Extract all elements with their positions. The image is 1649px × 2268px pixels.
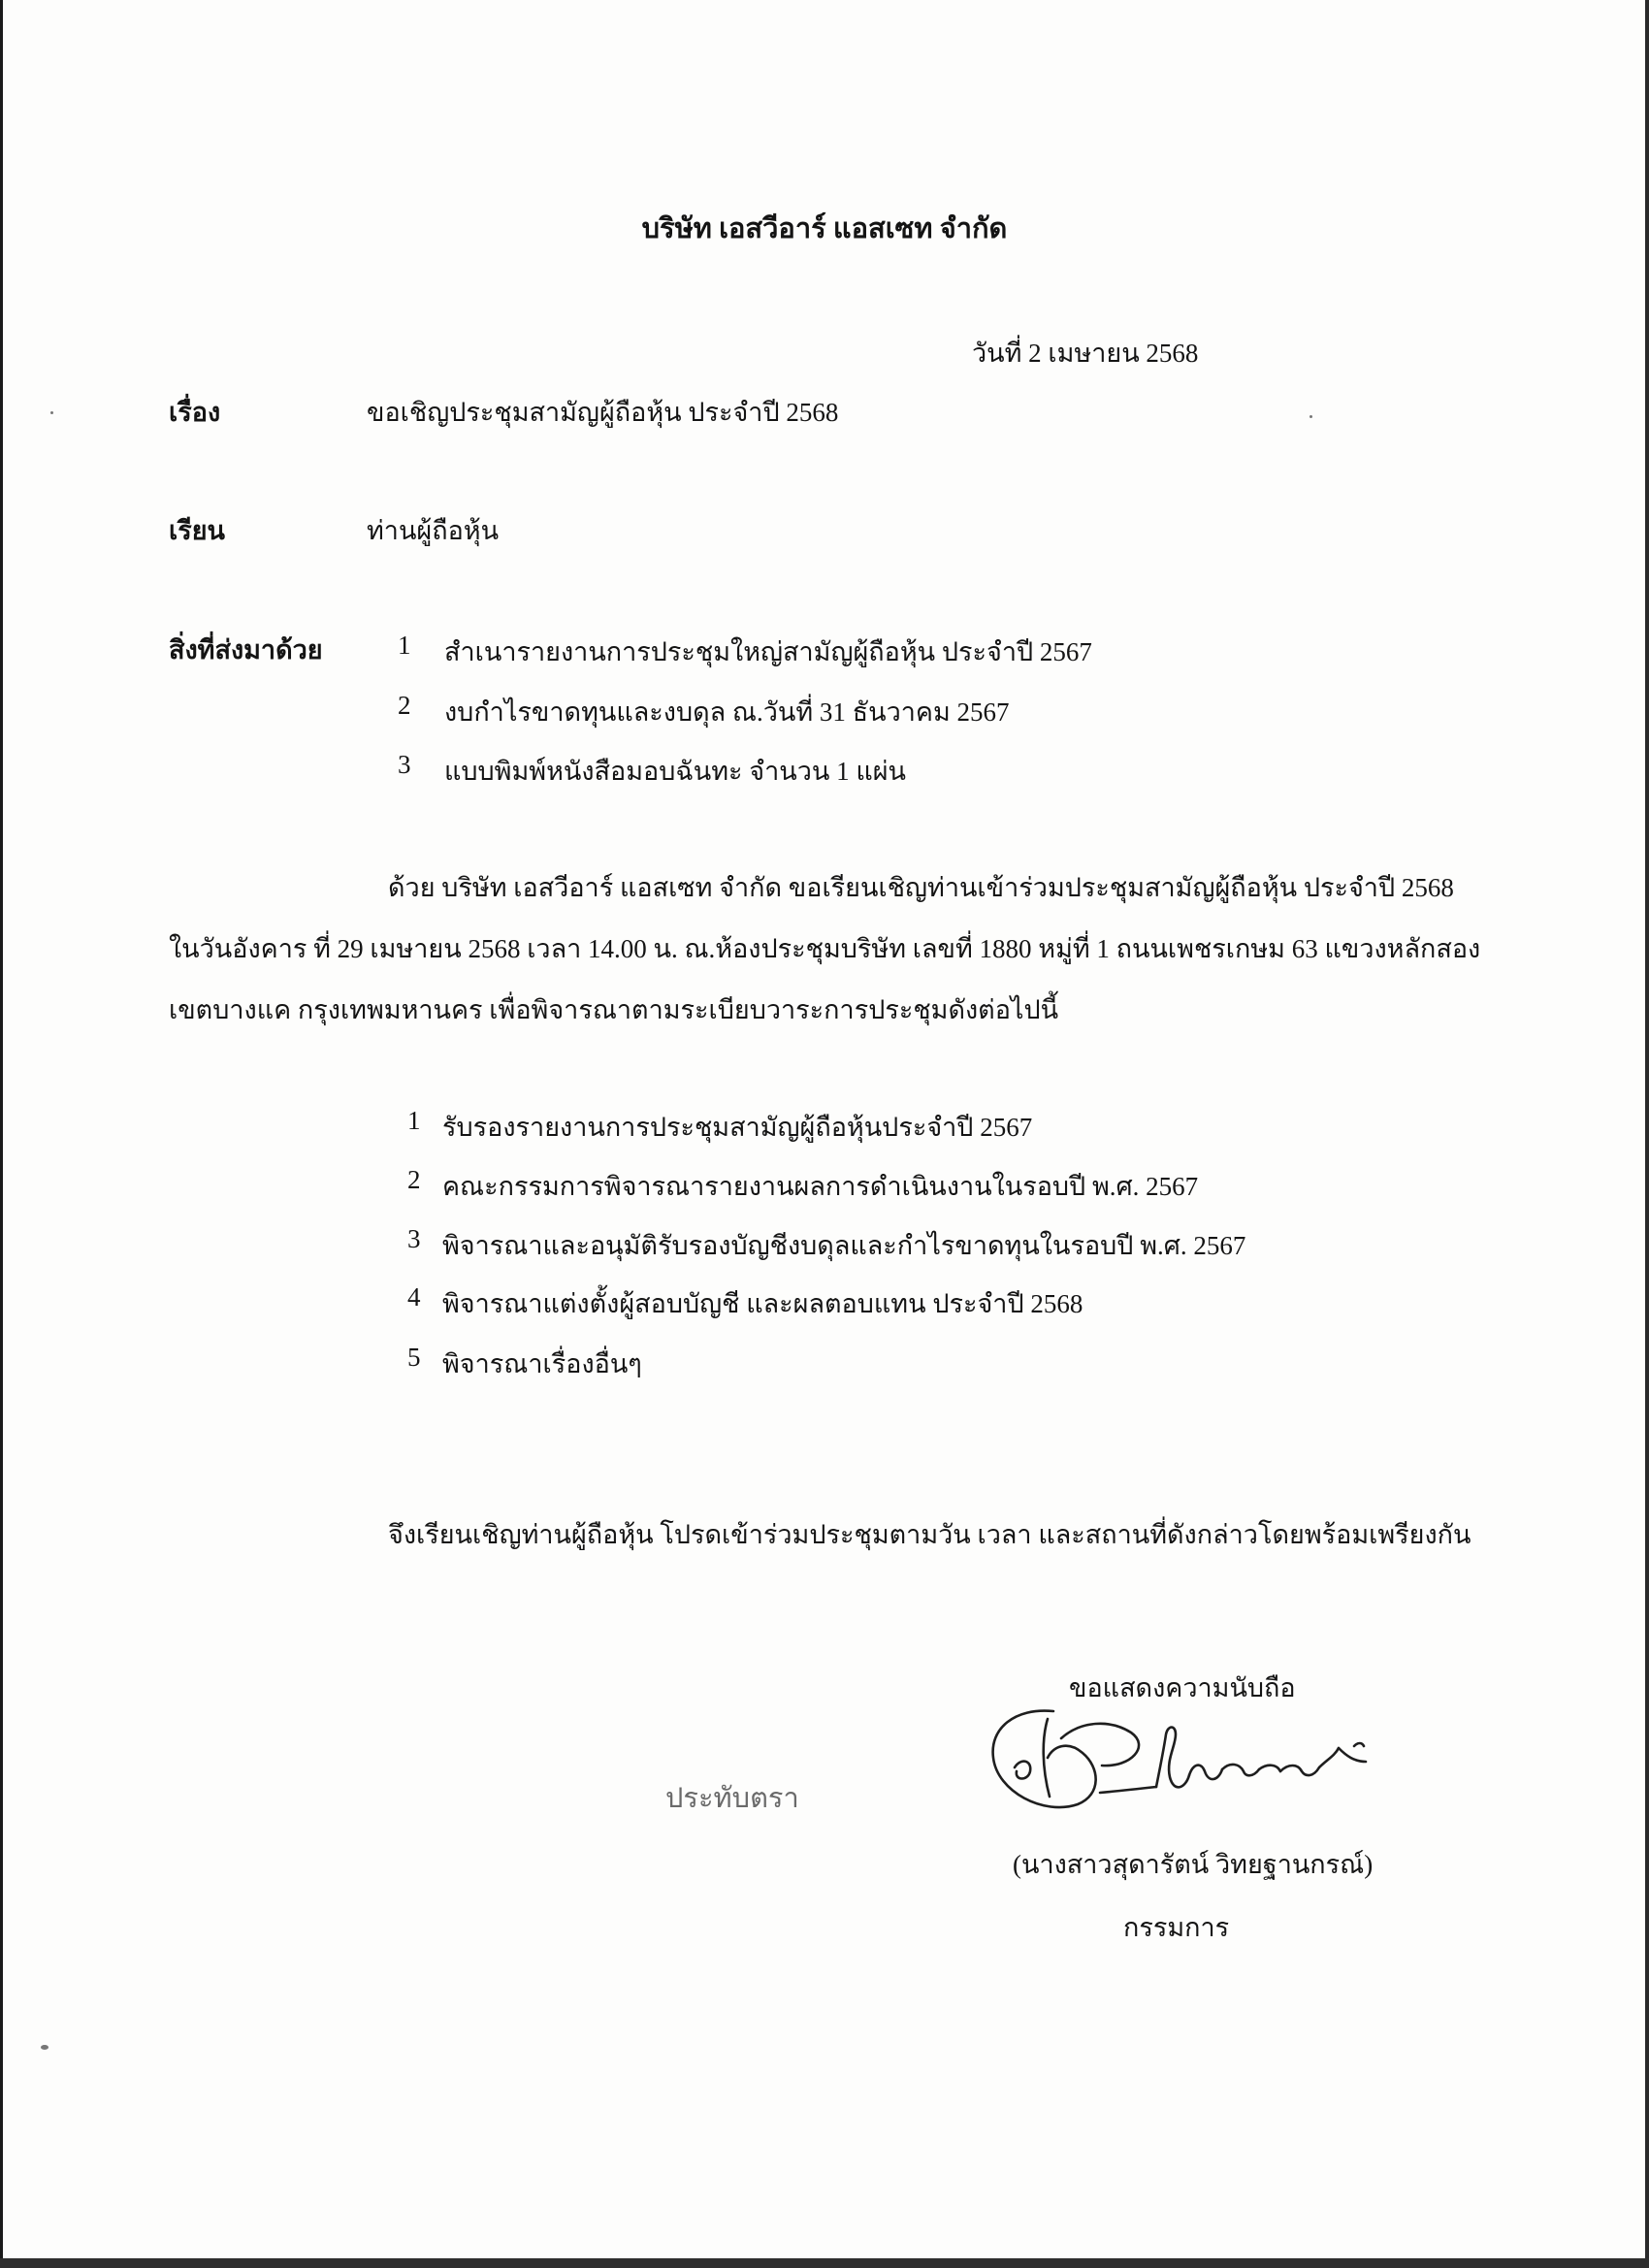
- handwritten-signature: [986, 1700, 1403, 1826]
- scan-edge-bottom: [0, 2258, 1649, 2268]
- body-paragraph-line: ในวันอังคาร ที่ 29 เมษายน 2568 เวลา 14.00 น. ณ.ห้องประชุมบริษัท เลขที่ 1880 หมู่ที่ 1 ถนนเพชรเกษม 63 แขวงหลักสอง: [169, 934, 1481, 963]
- scan-edge-left: [0, 0, 3, 2268]
- company-name: บริษัท เอสวีอาร์ แอสเซท จำกัด: [641, 213, 1008, 244]
- scan-speck: [41, 2045, 48, 2050]
- recipient-label: เรียน: [169, 516, 226, 545]
- enclosure-item: แบบพิมพ์หนังสือมอบฉันทะ จำนวน 1 แผ่น: [444, 757, 906, 786]
- body-paragraph-line: ด้วย บริษัท เอสวีอาร์ แอสเซท จำกัด ขอเรียนเชิญท่านเข้าร่วมประชุมสามัญผู้ถือหุ้น ประจำปี 2568: [388, 873, 1454, 902]
- company-seal-placeholder: ประทับตรา: [665, 1783, 799, 1814]
- agenda-number: 2: [407, 1165, 421, 1194]
- body-paragraph-line: เขตบางแค กรุงเทพมหานคร เพื่อพิจารณาตามระเบียบวาระการประชุมดังต่อไปนี้: [169, 995, 1059, 1024]
- signer-title: กรรมการ: [1123, 1913, 1230, 1942]
- agenda-item: พิจารณาแต่งตั้งผู้สอบบัญชี และผลตอบแทน ประจำปี 2568: [442, 1289, 1083, 1318]
- agenda-number: 4: [407, 1282, 421, 1312]
- signer-name: (นางสาวสุดารัตน์ วิทยฐานกรณ์): [1013, 1850, 1374, 1879]
- agenda-number: 3: [407, 1224, 421, 1253]
- subject-text: ขอเชิญประชุมสามัญผู้ถือหุ้น ประจำปี 2568: [367, 398, 839, 427]
- agenda-item: พิจารณาและอนุมัติรับรองบัญชีงบดุลและกำไรขาดทุนในรอบปี พ.ศ. 2567: [442, 1231, 1246, 1260]
- enclosure-number: 1: [398, 631, 411, 660]
- enclosures-label: สิ่งที่ส่งมาด้วย: [169, 635, 323, 664]
- closing-invitation: จึงเรียนเชิญท่านผู้ถือหุ้น โปรดเข้าร่วมประชุมตามวัน เวลา และสถานที่ดังกล่าวโดยพร้อมเพรียงกัน: [388, 1520, 1471, 1549]
- scan-speck: [1310, 415, 1312, 418]
- enclosure-item: งบกำไรขาดทุนและงบดุล ณ.วันที่ 31 ธันวาคม 2567: [444, 697, 1010, 727]
- regards-line: ขอแสดงความนับถือ: [1069, 1673, 1296, 1702]
- agenda-item: พิจารณาเรื่องอื่นๆ: [442, 1349, 642, 1378]
- recipient-text: ท่านผู้ถือหุ้น: [367, 516, 500, 545]
- enclosure-number: 3: [398, 750, 411, 779]
- letter-date: วันที่ 2 เมษายน 2568: [972, 339, 1199, 368]
- enclosure-item: สำเนารายงานการประชุมใหญ่สามัญผู้ถือหุ้น ประจำปี 2567: [444, 637, 1092, 666]
- agenda-number: 5: [407, 1343, 421, 1372]
- scan-edge-right: [1645, 0, 1649, 2268]
- agenda-item: คณะกรรมการพิจารณารายงานผลการดำเนินงานในรอบปี พ.ศ. 2567: [442, 1172, 1199, 1201]
- enclosure-number: 2: [398, 691, 411, 720]
- agenda-number: 1: [407, 1106, 421, 1135]
- scan-speck: [50, 411, 53, 414]
- subject-label: เรื่อง: [169, 398, 221, 427]
- agenda-item: รับรองรายงานการประชุมสามัญผู้ถือหุ้นประจำปี 2567: [442, 1113, 1033, 1142]
